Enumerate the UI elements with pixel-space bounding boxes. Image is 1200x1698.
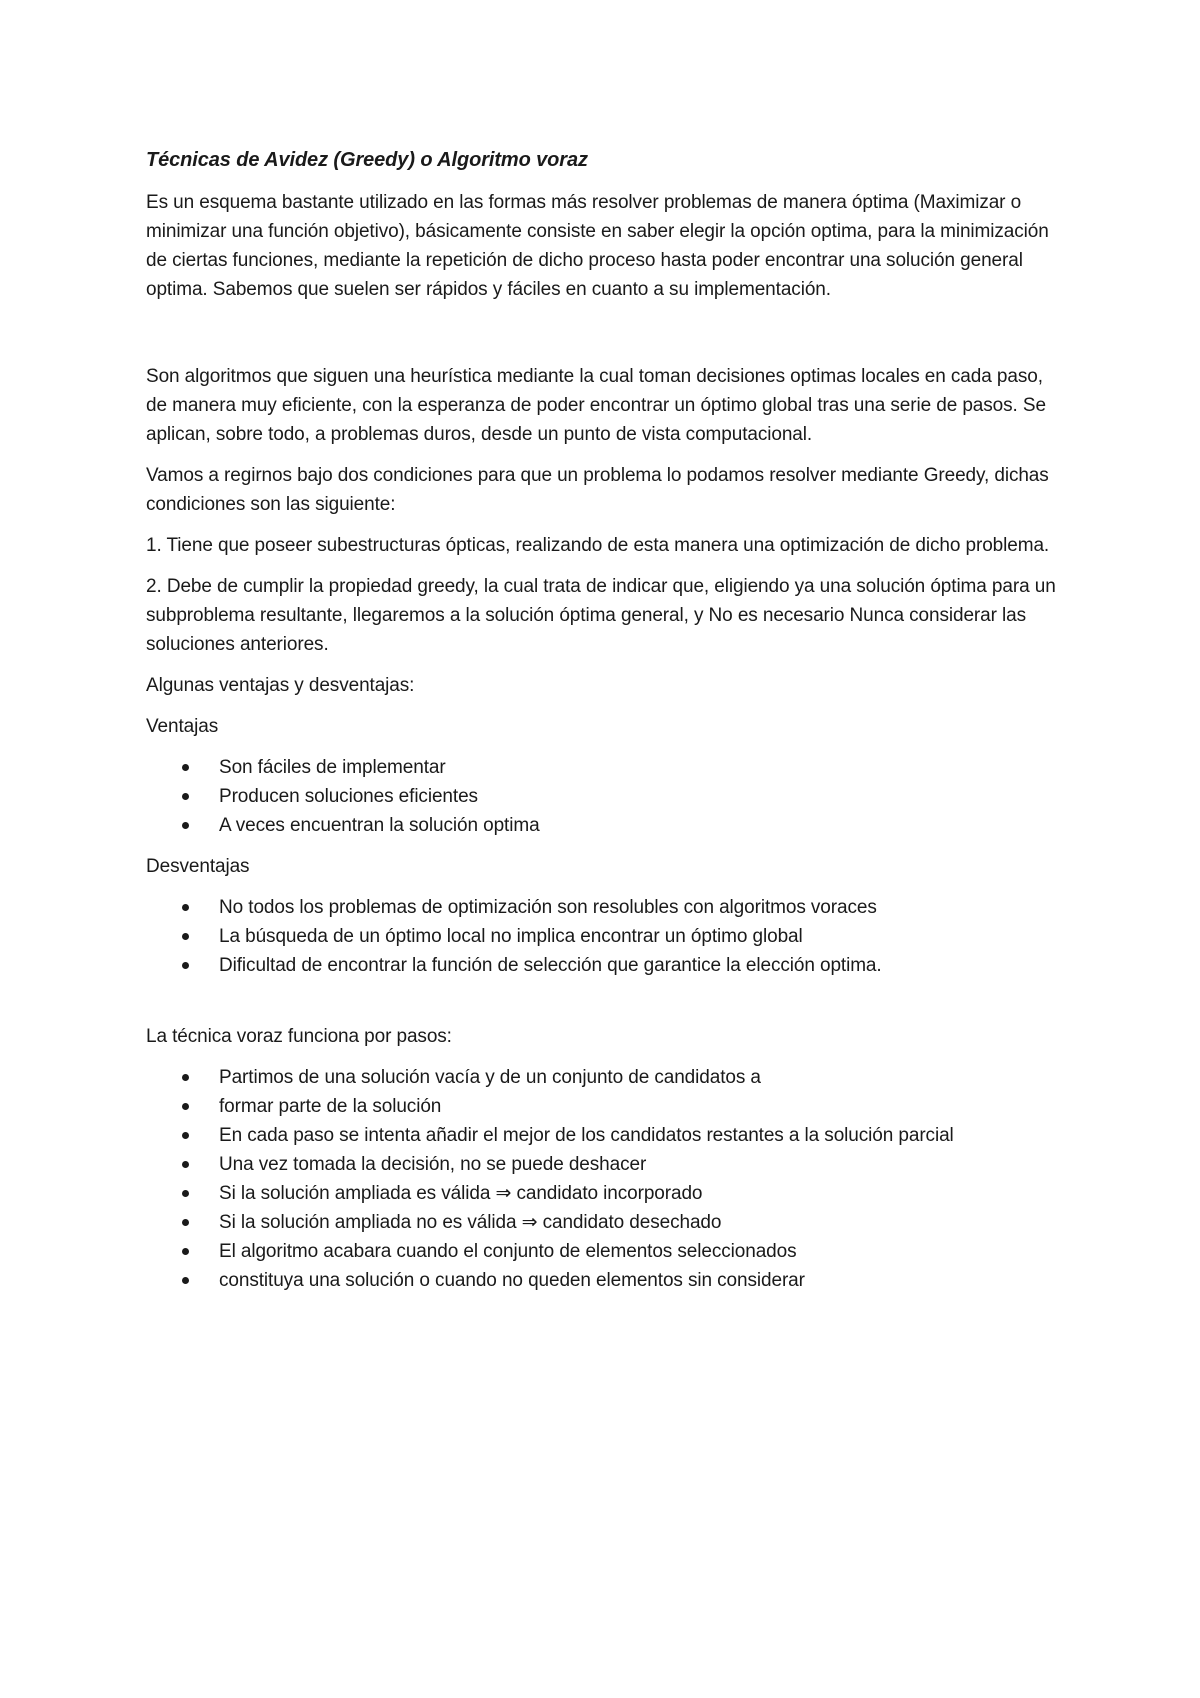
advantages-heading: Ventajas	[146, 716, 219, 737]
list-item	[146, 753, 1066, 782]
list-item	[146, 1179, 1066, 1208]
list-item-text: formar parte de la solución	[219, 1096, 442, 1117]
list-item-text: En cada paso se intenta añadir el mejor de los candidatos restantes a la solución parcial	[219, 1125, 954, 1146]
steps-list	[146, 1063, 1066, 1295]
bullet-icon	[182, 1248, 189, 1255]
disadvantages-list	[146, 893, 1066, 980]
list-item-text: No todos los problemas de optimización son resolubles con algoritmos voraces	[219, 897, 877, 918]
list-item-text: Producen soluciones eficientes	[219, 786, 478, 807]
bullet-icon	[182, 933, 189, 940]
list-item	[146, 1092, 1066, 1121]
list-item	[146, 1237, 1066, 1266]
condition-2-paragraph: 2. Debe de cumplir la propiedad greedy, la cual trata de indicar que, eligiendo ya una solución óptima para un subproblema resultante, llegaremos a la solución óptima general, y No es necesario Nunca considerar las soluciones anteriores.	[146, 576, 1056, 655]
list-item	[146, 811, 1066, 840]
bullet-icon	[182, 1190, 189, 1197]
spacer	[146, 316, 1066, 362]
bullet-icon	[182, 1132, 189, 1139]
bullet-icon	[182, 1219, 189, 1226]
list-item-text: Una vez tomada la decisión, no se puede deshacer	[219, 1154, 647, 1175]
list-item	[146, 1266, 1066, 1295]
list-item-text: Dificultad de encontrar la función de selección que garantice la elección optima.	[219, 955, 882, 976]
bullet-icon	[182, 1074, 189, 1081]
bullet-icon	[182, 822, 189, 829]
list-item	[146, 922, 1066, 951]
list-item-text: Partimos de una solución vacía y de un conjunto de candidatos a	[219, 1067, 761, 1088]
document-page	[146, 146, 1066, 1307]
list-item-text: El algoritmo acabara cuando el conjunto de elementos seleccionados	[219, 1241, 797, 1262]
heuristic-paragraph: Son algoritmos que siguen una heurística mediante la cual toman decisiones optimas locales en cada paso, de manera muy eficiente, con la esperanza de poder encontrar un óptimo global tras una serie de pasos. Se aplican, sobre todo, a problemas duros, desde un punto de vista computacional.	[146, 366, 1046, 445]
list-item	[146, 782, 1066, 811]
document-title: Técnicas de Avidez (Greedy) o Algoritmo voraz	[146, 149, 588, 171]
list-item	[146, 951, 1066, 980]
spacer	[146, 992, 1066, 1022]
bullet-icon	[182, 962, 189, 969]
disadvantages-heading: Desventajas	[146, 856, 250, 877]
bullet-icon	[182, 793, 189, 800]
bullet-icon	[182, 904, 189, 911]
list-item-text: A veces encuentran la solución optima	[219, 815, 540, 836]
list-item	[146, 1208, 1066, 1237]
list-item-text: La búsqueda de un óptimo local no implica encontrar un óptimo global	[219, 926, 803, 947]
bullet-icon	[182, 1161, 189, 1168]
advantages-list	[146, 753, 1066, 840]
bullet-icon	[182, 1277, 189, 1284]
list-item	[146, 1150, 1066, 1179]
condition-1-paragraph: 1. Tiene que poseer subestructuras ópticas, realizando de esta manera una optimización de dicho problema.	[146, 535, 1050, 556]
list-item-text: Si la solución ampliada no es válida ⇒ candidato desechado	[219, 1212, 722, 1233]
list-item-text: Si la solución ampliada es válida ⇒ candidato incorporado	[219, 1183, 703, 1204]
list-item-text: Son fáciles de implementar	[219, 757, 446, 778]
conditions-paragraph: Vamos a regirnos bajo dos condiciones para que un problema lo podamos resolver mediante Greedy, dichas condiciones son las siguiente:	[146, 465, 1049, 515]
list-item-text: constituya una solución o cuando no queden elementos sin considerar	[219, 1270, 805, 1291]
list-item	[146, 1063, 1066, 1092]
pros-cons-intro: Algunas ventajas y desventajas:	[146, 675, 415, 696]
bullet-icon	[182, 1103, 189, 1110]
steps-intro: La técnica voraz funciona por pasos:	[146, 1026, 452, 1047]
intro-paragraph: Es un esquema bastante utilizado en las formas más resolver problemas de manera óptima (Maximizar o minimizar una función objetivo), básicamente consiste en saber elegir la opción optima, para la minimización de ciertas funciones, mediante la repetición de dicho proceso hasta poder encontrar una solución general optima. Sabemos que suelen ser rápidos y fáciles en cuanto a su implementación.	[146, 192, 1049, 300]
bullet-icon	[182, 764, 189, 771]
list-item	[146, 1121, 1066, 1150]
list-item	[146, 893, 1066, 922]
